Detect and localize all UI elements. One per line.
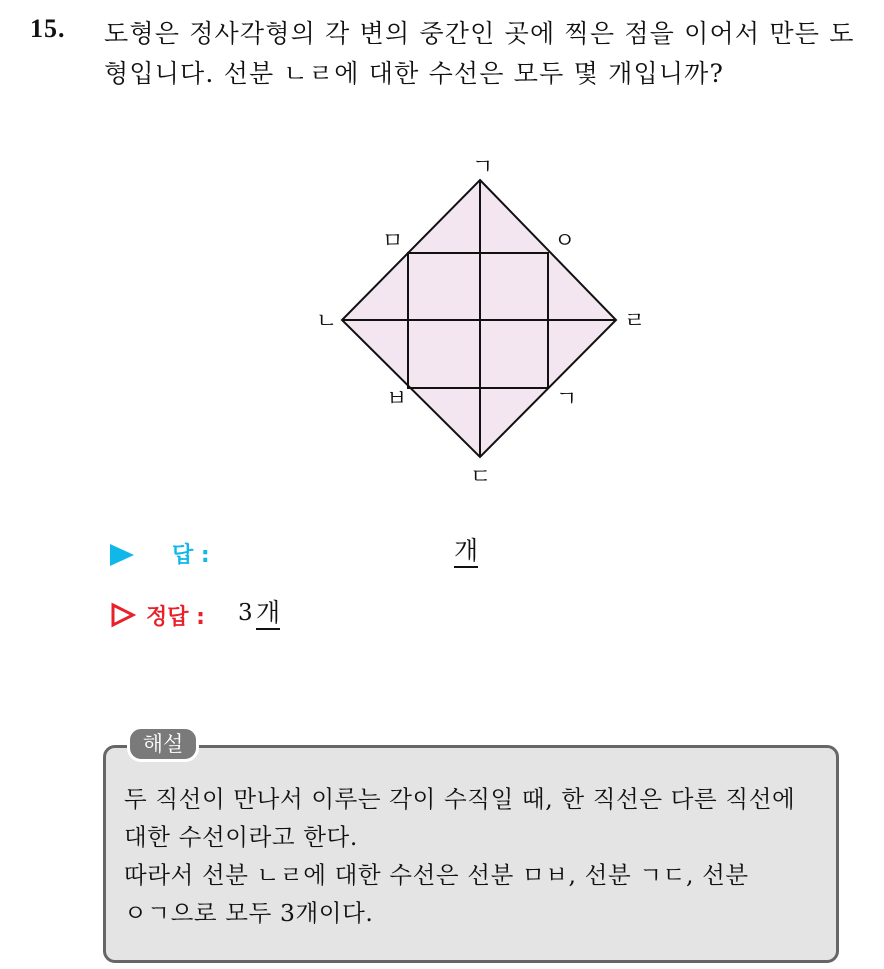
explanation-line: 대한 수선이라고 한다. [124, 823, 358, 851]
correct-answer-label: 정답 : [146, 605, 205, 630]
correct-marker-icon [110, 602, 136, 628]
explanation-line: ㅇㄱ으로 모두 3개이다. [124, 899, 374, 927]
explanation-line: 두 직선이 만나서 이루는 각이 수직일 때, 한 직선은 다른 직선에 [124, 785, 796, 813]
answer-row [110, 536, 530, 576]
geometry-figure [300, 150, 680, 490]
label-left: ㄴ [316, 309, 338, 334]
correct-answer-row [110, 598, 530, 638]
correct-answer-value: 3 [238, 600, 253, 626]
answer-blank[interactable]: 개 [454, 536, 478, 568]
explanation-tag: 해설 [127, 726, 199, 762]
answer-marker-icon [110, 544, 134, 566]
label-lower-left: ㅂ [386, 387, 408, 412]
answer-label: 답 : [172, 543, 210, 568]
correct-answer-unit: 개 [256, 598, 280, 630]
question-text: 도형은 정사각형의 각 변의 중간인 곳에 찍은 점을 이어서 만든 도형입니다. 선분 ㄴㄹ에 대한 수선은 모두 몇 개입니까? [104, 19, 855, 88]
label-upper-left: ㅁ [382, 229, 404, 254]
label-bottom: ㄷ [470, 465, 492, 490]
label-upper-right: ㅇ [554, 229, 576, 254]
label-right: ㄹ [624, 309, 646, 334]
label-lower-right: ㄱ [556, 387, 578, 412]
label-top: ㄱ [472, 155, 494, 180]
explanation-text [124, 780, 829, 932]
explanation-line: 따라서 선분 ㄴㄹ에 대한 수선은 선분 ㅁㅂ, 선분 ㄱㄷ, 선분 [124, 861, 749, 889]
question-number: 15. [30, 14, 66, 43]
